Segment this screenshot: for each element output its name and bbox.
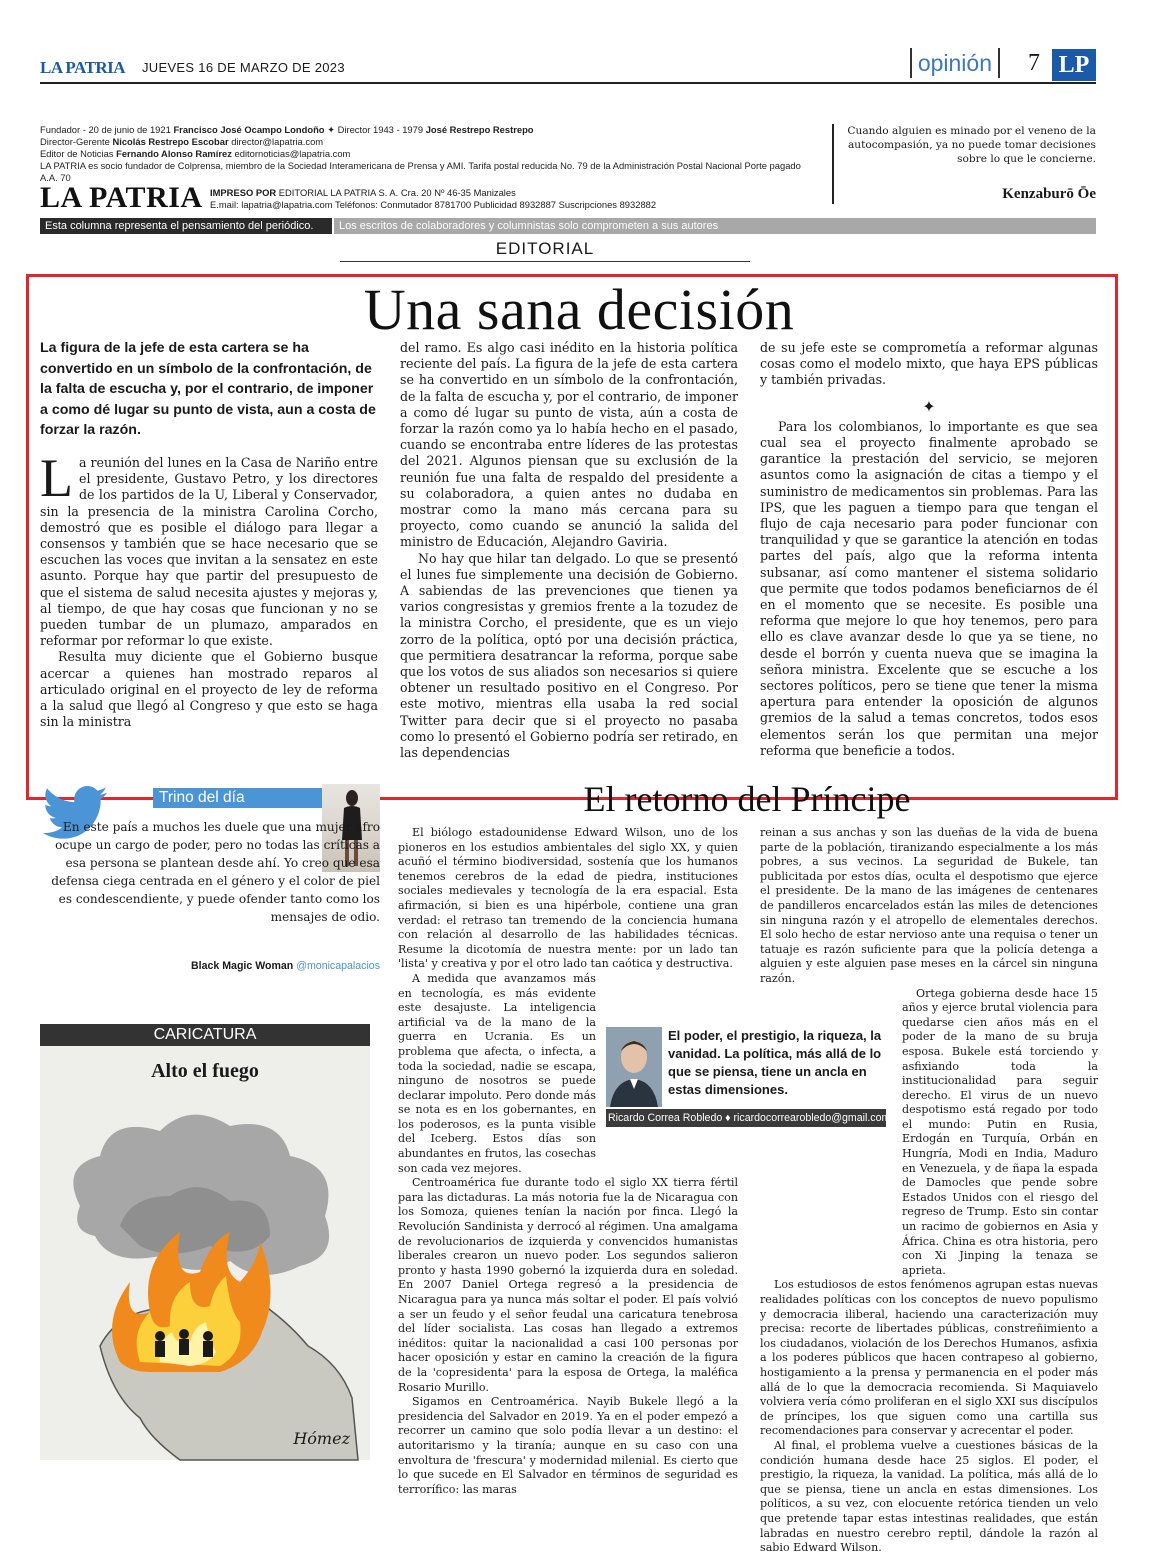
editorial-paragraph: Resulta muy diciente que el Gobierno busque acercar a quienes han mostrado reparos al articulado original en el proyecto de ley de reforma a la salud que llegó al Congreso y que esto se haga sin la ministra	[40, 649, 378, 730]
tweet-text: En este país a muchos les duele que una mujer afro ocupe un cargo de poder, pero no todas las críticas a esa persona se plantean desde ahí. Yo creo que esa defensa ciega centrada en el género y el color de piel es condescendiente, y puede ofender tanto como los mensajes de odio.	[51, 820, 380, 924]
editorial-note-bar: Esta columna representa el pensamiento del periódico.	[40, 218, 332, 234]
article-paragraph: A medida que avanzamos más en tecnología, es más evidente este desajuste. La inteligencia artificial va de la mano de la guerra en Ucrania. Es un problema que afecta, o infecta, a toda la sociedad, nadie se escapa, ninguno de nosotros se puede declarar impoluto. Pero donde más se nota es en los gobernantes, en los poderosos, es la punta visible del Iceberg. Estos días son abundantes en frutos, las cosechas son cada vez mejores.	[398, 971, 596, 1175]
author-byline: Ricardo Correa Robledo ♦ ricardocorrearobledo@gmail.com	[606, 1109, 886, 1127]
cartoon-signature: Hómez	[293, 1429, 350, 1448]
article-paragraph: Centroamérica fue durante todo el siglo XX tierra fértil para las dictaduras. La más notoria fue la de Nicaragua con los Somoza, quienes tenían la nación por finca. Llegó la Revolución Sandinista y derrocó al régimen. Una amalgama de revolucionarios de izquierda y convencidos humanistas liberales crearon un nuevo poder. Los segundos salieron pronto y hasta 1990 gobernó la izquierda dura en soledad. En 2007 Daniel Ortega regresó a la presidencia de Nicaragua para ya nunca más soltar el poder. El país volvió a ser un feudo y el señor feudal una caricatura tenebrosa del líder socialista. Las cosas han llegado a extremos inéditos: quitar la nacionalidad a casi 100 personas por hacer oposición y estar en camino la creación de la figura de la 'copresidenta' para la esposa de Ortega, la maléfica Rosario Murillo.	[398, 1176, 738, 1394]
article-column-1	[398, 826, 738, 1497]
diamond-separator-icon: ✦	[922, 396, 936, 416]
masthead-line: Director-Gerente Nicolás Restrepo Escobar director@lapatria.com	[40, 136, 324, 147]
dropcap: L	[40, 447, 73, 508]
masthead-line: LA PATRIA es socio fundador de Colprensa, miembro de la Sociedad Interamericana de Prensa y AMI. Tarifa postal reducida No. 79 de la Administración Postal Nacional Porte pagado A.A. 70	[40, 160, 801, 183]
author-photo	[606, 1027, 662, 1107]
article-paragraph: Sigamos en Centroamérica. Nayib Bukele llegó a la presidencia del Salvador en 2019. Ya en el poder empezó a recorrer un camino que solo podía llevar a un destino: el autoritarismo y la tiranía; aunque en su caso con una envoltura de 'frescura' y modernidad milenial. Es cierto que lo que sucede en El Salvador en términos de seguridad es terrorífico: las maras	[398, 1395, 738, 1496]
masthead-line: Editor de Noticias Fernando Alonso Ramírez editornoticias@lapatria.com	[40, 148, 351, 159]
section-name: opinión	[910, 48, 1000, 78]
page-header	[40, 52, 1096, 84]
author-pull-quote	[606, 1023, 891, 1135]
tweet-signature: Black Magic Woman @monicapalacios	[191, 960, 380, 972]
editorial-paragraph: del ramo. Es algo casi inédito en la historia política reciente del país. La figura de la jefe de esta cartera se ha convertido en un símbolo de la confrontación, de la falta de escucha y, por el contrario, de imponer a como dé lugar su punto de vista, aún a costa de forzar la razón como ya lo había hecho en el pasado, cuando se encontraba entre líderes de las protestas del 2021. Algunos piensan que su exclusión de la reunión fue una falta de respaldo del presidente a su colaboradora, a quien antes no dudaba en mostrar como la mano más cercana para su proyecto, como cuando se anunció la salida del ministro de Educación, Alejandro Gaviria.	[400, 340, 738, 550]
editorial-column-2	[400, 340, 738, 761]
header-brand: LA PATRIA	[40, 58, 126, 77]
editorial-label: EDITORIAL	[340, 236, 750, 262]
article-paragraph: El biólogo estadounidense Edward Wilson, uno de los pioneros en los estudios ambientales del siglo XX, y quien acuñó el término biodiversidad, sostenía que los humanos tenemos cerebros de la edad de piedra, instituciones sociales medievales y tecnología de la era espacial. Esta afirmación, si bien es una hipérbole, contiene una gran verdad: el retraso tan tremendo de la conciencia humana con relación al desarrollo de las habilidades técnicas. Resume la dicotomía de nuestra mente: por un lado tan 'lista' y creativa y por el otro lado tan caótica y destructiva.	[398, 826, 738, 971]
author-portrait-icon	[606, 1027, 662, 1107]
quote-text: Cuando alguien es minado por el veneno de la autocompasión, ya no puede tomar decisiones sobre lo que le concierne.	[847, 125, 1096, 165]
article-title: El retorno del Príncipe	[583, 779, 911, 819]
masthead-imprint: IMPRESO POR EDITORIAL LA PATRIA S. A. Cra. 20 Nº 46-35 Manizales E.mail: lapatria@lapatria.com Teléfonos: Conmutador 8781700 Publicidad 8932887 Suscripciones 8932882	[210, 187, 657, 210]
editorial-paragraph: de su jefe este se comprometía a reformar algunas cosas como el modelo mixto, que haya EPS públicas y también privadas.	[760, 340, 1098, 388]
editorial-paragraph: No hay que hilar tan delgado. Lo que se presentó el lunes fue simplemente una decisión de Gobierno. A sabiendas de las prevenciones que tienen ya varios congresistas y gremios frente a la tozudez de la ministra Corcho, el presidente, que es un viejo zorro de la política, optó por una decisión práctica, que permitiera desatrancar la reforma, porque sabe que los votos de sus aliados son necesarios si quiere obtener un resultado positivo en el Congreso. Por este motivo, mientras ella usaba la red social Twitter para decir que si el proyecto no pasaba como lo presentó el Gobierno podría ser retirado, en las dependencias	[400, 550, 738, 761]
cartoon-title: Alto el fuego	[151, 1060, 259, 1082]
editorial-paragraph: La reunión del lunes en la Casa de Nariño entre el presidente, Gustavo Petro, y los directores de los partidos de la U, Liberal y Conservador, sin la presencia de la ministra Carolina Corcho, demostró que es posible el diálogo para llegar a consensos y también que se hace necesario que se escuchen las voces que invitan a la sensatez en este asunto. Porque hay que partir del presupuesto de que el sistema de salud necesita ajustes y mejoras y, al tiempo, de que hay cosas que funcionan y no se pueden tumbar de un plumazo, amparados en reformar por reformar lo que existe.	[40, 447, 378, 649]
article-paragraph: Ortega gobierna desde hace 15 años y ejerce brutal violencia para quedarse cien años más en el poder de la mano de su bruja esposa. Bukele está torciendo y asfixiando toda la institucionalidad para seguir derecho. El virus de un nuevo despotismo está regado por todo el mundo: Putin en Rusia, Erdogán en Turquía, Orbán en Hungría, Modi en India, Maduro en Venezuela, y de ñapa la espada de Damocles que pende sobre Estados Unidos con el riesgo del regreso de Trump. Esto sin contar un racimo de gobiernos en Asia y África. China es otra historia, pero con Xi Jinping la tenaza se aprieta.	[902, 986, 1098, 1277]
article-paragraph: reinan a sus anchas y son las dueñas de la vida de buena parte de la población, tiranizando especialmente a los más pobres, a sus vecinos. La seguridad de Bukele, tan publicitada por estos días, oculta el despotismo que ejerce el presidente. De la mano de las imágenes de centenares de pandilleros encarcelados están las miles de detenciones sin ninguna razón y el atropello de elementales derechos. El solo hecho de estar nervioso ante una requisa o tener un tatuaje es razón suficiente para que la policía detenga a alguien y este alguien pase meses en la cárcel sin ninguna razón.	[760, 826, 1098, 985]
pull-quote-text: El poder, el prestigio, la riqueza, la vanidad. La política, más allá de lo que se piensa, tiene un ancla en estas dimensiones.	[668, 1028, 882, 1097]
tweet-handle: @monicapalacios	[296, 960, 380, 972]
header-date: JUEVES 16 DE MARZO DE 2023	[142, 60, 345, 75]
diamond-icon: ✦	[327, 124, 338, 135]
cartoon-illustration	[40, 1046, 370, 1460]
lp-logo: LP	[1052, 49, 1096, 81]
tweet-of-day	[40, 782, 380, 1022]
cartoon	[40, 1046, 370, 1460]
cartoon-heading: CARICATURA	[40, 1024, 370, 1046]
editorial-column-1	[40, 338, 378, 730]
masthead-brand: LA PATRIA	[40, 181, 203, 214]
columnists-note-bar: Los escritos de colaboradores y columnistas solo comprometen a sus autores	[334, 218, 1096, 234]
tweet-heading: Trino del día	[153, 788, 380, 808]
editorial-column-3	[760, 340, 1098, 759]
quote-of-day	[832, 124, 1096, 204]
article-paragraph: Al final, el problema vuelve a cuestiones básicas de la condición humana desde hace 25 siglos. El poder, el prestigio, la riqueza, la vanidad. La política, más allá de lo que se piensa, tiene un ancla en estas dimensiones. Los políticos, a su vez, con elocuente retórica tienden un velo que pretende tapar estas intestinas realidades, que están labradas en nuestro cerebro reptil, dándole la razón al sabio Edward Wilson.	[760, 1438, 1098, 1555]
masthead	[40, 124, 820, 184]
editorial-title: Una sana decisión	[363, 277, 795, 342]
editorial-lead: La figura de la jefe de esta cartera se ha convertido en un símbolo de la confrontación, de la falta de escucha y, por el contrario, de imponer a como dé lugar su punto de vista, aun a costa de forzar la razón.	[40, 340, 376, 439]
masthead-line: Fundador - 20 de junio de 1921 Francisco José Ocampo Londoño ✦ Director 1943 - 1979 José Restrepo Restrepo	[40, 124, 534, 135]
article-paragraph: Los estudiosos de estos fenómenos agrupan estas nuevas realidades políticas con los conceptos de nuevo populismo y democracia iliberal, haciendo una caracterización muy precisa: recorte de libertades públicas, constreñimiento a los ciudadanos, violación de los Derechos Humanos, asfixia a los poderes públicos que hacen contrapeso al gobierno, hostigamiento a la prensa y permanencia en el poder más allá de lo que la democracia recomienda. Si Maquiavelo volviera vería cómo proliferan en el siglo XXI sus discípulos de príncipes, los que siguen como una cartilla sus recomendaciones para conservar y acrecentar el poder.	[760, 1278, 1098, 1438]
article-column-2	[760, 826, 1098, 1556]
quote-author: Kenzaburō Ōe	[1002, 186, 1096, 202]
page-number: 7	[1028, 50, 1040, 76]
editorial-paragraph: Para los colombianos, lo importante es que sea cual sea el proyecto finalmente aprobado se garantice la prestación del servicio, se mejoren asuntos como la asignación de citas a tiempo y el suministro de medicamentos sin problemas. Para las IPS, que les paguen a tiempo para que tengan el flujo de caja necesario para poder funcionar con tranquilidad y que se garantice la atención en todas partes del país, algo que la reforma intenta subsanar, así como mantener el sistema solidario que permite que todos podamos beneficiarnos de él en el momento que se necesite. Es posible una reforma que mejore lo que hoy tenemos, pero para ello es clave avanzar desde lo que ya se tiene, no desde el borrón y cuenta nueva que se imagina la señora ministra. Excelente que se escuche a los sectores políticos, pero se tiene que tener la misma apertura para entender la oposición de algunos gremios de la salud a temas concretos, todos esos elementos serán los que permitan una mejor reforma que beneficie a todos.	[760, 418, 1098, 758]
